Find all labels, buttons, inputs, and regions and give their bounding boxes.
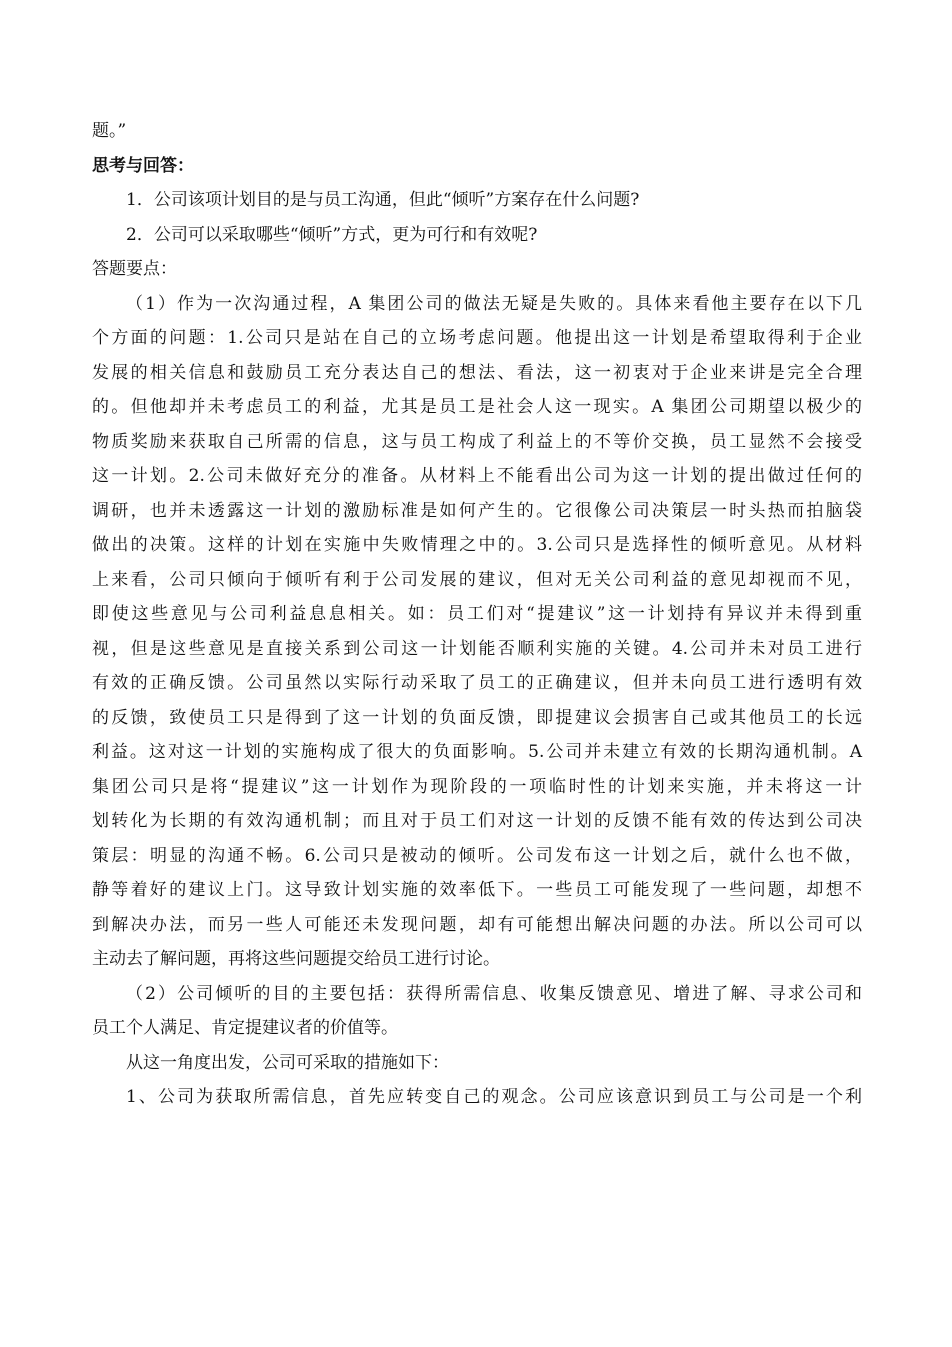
answer-2-paragraph — [92, 977, 862, 1046]
question-2: 2．公司可以采取哪些“倾听”方式，更为可行和有效呢? — [126, 224, 538, 245]
answer-1-line: 调研，也并未透露这一计划的激励标准是如何产生的。它很像公司决策层一时头热而拍脑袋 — [92, 500, 862, 521]
answer-1-line: （1）作为一次沟通过程，A 集团公司的做法无疑是失败的。具体来看他主要存在以下几 — [126, 293, 862, 314]
document-page — [92, 114, 862, 1115]
answer-1-line: 的反馈，致使员工只是得到了这一计划的负面反馈，即提建议会损害自己或其他员工的长远 — [92, 707, 862, 728]
answer-2-line: （2）公司倾听的目的主要包括：获得所需信息、收集反馈意见、增进了解、寻求公司和 — [126, 983, 862, 1004]
answer-1-line: 即使这些意见与公司利益息息相关。如：员工们对“提建议”这一计划持有异议并未得到重 — [92, 604, 862, 624]
answer-1-line: 发展的相关信息和鼓励员工充分表达自己的想法、看法，这一初衷对于企业来讲是完全合理 — [92, 362, 862, 383]
measure-1-line: 1、公司为获取所需信息，首先应转变自己的观念。公司应该意识到员工与公司是一个利 — [126, 1087, 862, 1107]
answer-1-line: 集团公司只是将“提建议”这一计划作为现阶段的一项临时性的计划来实施，并未将这一计 — [92, 776, 862, 797]
answer-1-line: 视，但是这些意见是直接关系到公司这一计划能否顺利实施的关键。4.公司并未对员工进行 — [92, 638, 862, 659]
answer-1-line: 这一计划。2.公司未做好充分的准备。从材料上不能看出公司为这一计划的提出做过任何的 — [92, 466, 862, 486]
answer-1-line: 策层：明显的沟通不畅。6.公司只是被动的倾听。公司发布这一计划之后，就什么也不做， — [92, 845, 862, 866]
answer-1-line: 做出的决策。这样的计划在实施中失败情理之中的。3.公司只是选择性的倾听意见。从材料 — [92, 535, 862, 555]
answer-1-line: 的。但他却并未考虑员工的利益，尤其是员工是社会人这一现实。A 集团公司期望以极少的 — [92, 397, 862, 417]
opening-fragment: 题。” — [92, 121, 127, 141]
answer-1-line: 到解决办法，而另一些人可能还未发现问题，却有可能想出解决问题的办法。所以公司可以 — [92, 914, 862, 935]
answer-1-line: 有效的正确反馈。公司虽然以实际行动采取了员工的正确建议，但并未向员工进行透明有效 — [92, 673, 862, 693]
answer-1-paragraph — [92, 287, 862, 977]
section-title: 思考与回答： — [92, 155, 194, 176]
answer-1-line: 物质奖励来获取自己所需的信息，这与员工构成了利益上的不等价交换，员工显然不会接受 — [92, 431, 862, 452]
answer-heading: 答题要点： — [92, 259, 177, 279]
answer-1-line: 上来看，公司只倾向于倾听有利于公司发展的建议，但对无关公司利益的意见却视而不见， — [92, 569, 862, 590]
answer-2-line: 员工个人满足、肯定提建议者的价值等。 — [92, 1018, 398, 1038]
answer-1-line: 静等着好的建议上门。这导致计划实施的效率低下。一些员工可能发现了一些问题，却想不 — [92, 880, 862, 900]
answer-1-line: 个方面的问题：1.公司只是站在自己的立场考虑问题。他提出这一计划是希望取得利于企业 — [92, 328, 862, 348]
answer-1-line: 利益。这对这一计划的实施构成了很大的负面影响。5.公司并未建立有效的长期沟通机制。A — [92, 742, 862, 762]
measures-intro: 从这一角度出发，公司可采取的措施如下： — [126, 1052, 449, 1073]
answer-1-line: 主动去了解问题，再将这些问题提交给员工进行讨论。 — [92, 949, 500, 969]
answer-1-line: 划转化为长期的有效沟通机制；而且对于员工们对这一计划的反馈不能有效的传达到公司决 — [92, 811, 862, 831]
question-1: 1．公司该项计划目的是与员工沟通，但此“倾听”方案存在什么问题? — [126, 190, 640, 210]
